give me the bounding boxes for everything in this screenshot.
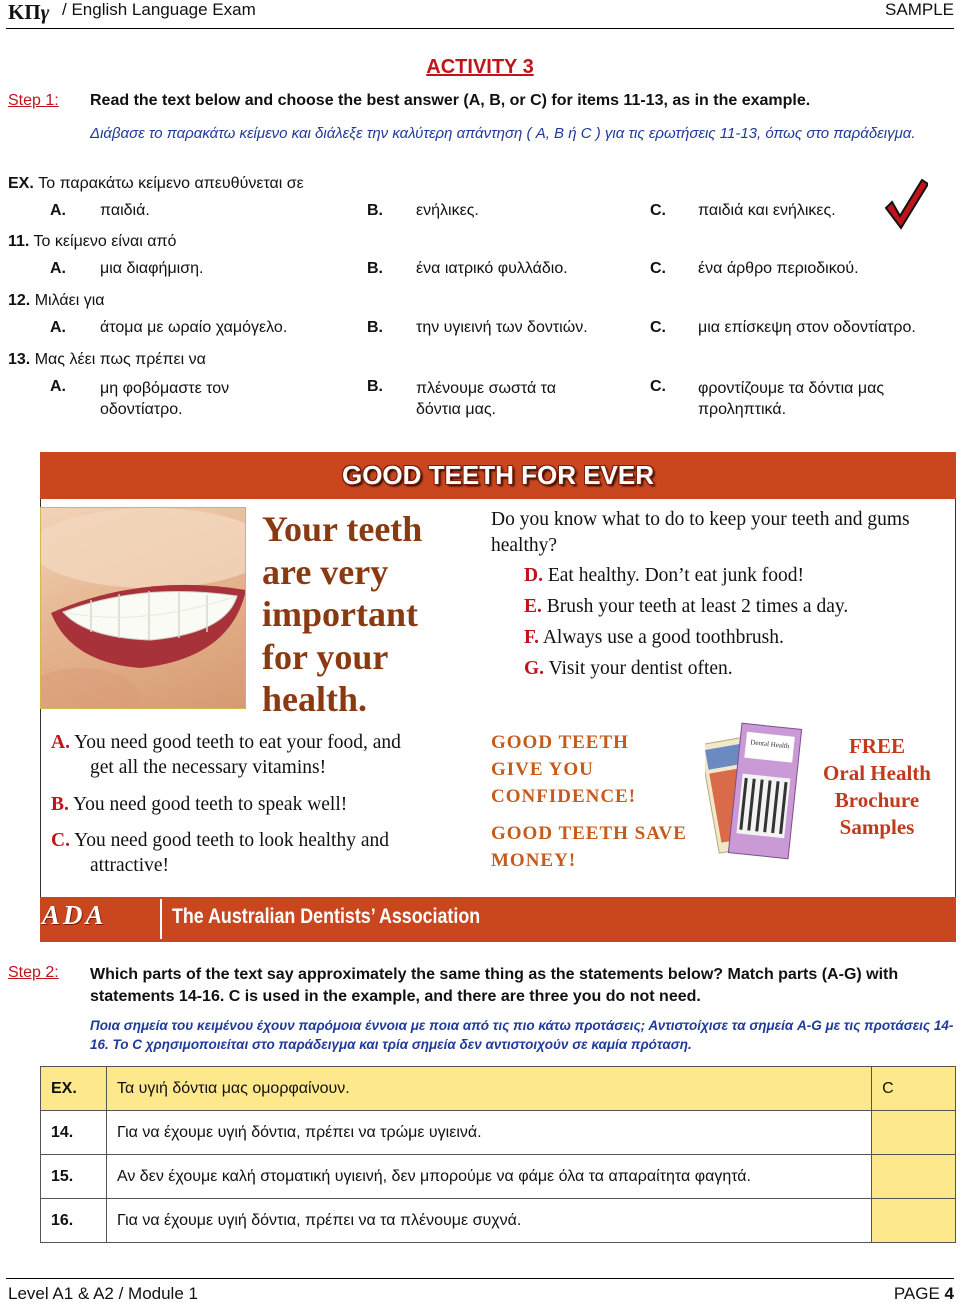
option-ex-c[interactable]: C. [650, 202, 666, 219]
row-statement: Αν δεν έχουμε καλή στοματική υγιεινή, δεν μπορούμε να φάμε όλα τα απαραίτητα φαγητά. [106, 1155, 871, 1199]
activity-title: ACTIVITY 3 [426, 56, 534, 78]
footer-level: Level A1 & A2 / Module 1 [8, 1284, 198, 1302]
option-12-c[interactable]: C. [650, 319, 666, 336]
row-number: 14. [41, 1111, 107, 1155]
tip-e: E. Brush your teeth at least 2 times a day. [524, 596, 849, 617]
exam-title: / English Language Exam [62, 0, 256, 19]
option-11-c-text: ένα άρθρο περιοδικού. [698, 260, 859, 277]
table-row [41, 1111, 956, 1155]
step2-label: Step 2: [8, 964, 59, 981]
option-ex-b-text: ενήλικες. [416, 202, 479, 219]
checkmark-icon [884, 178, 928, 230]
question-11: 11. Το κείμενο είναι από [8, 233, 177, 250]
option-13-b[interactable]: B. [367, 378, 383, 395]
row-statement: Τα υγιή δόντια μας ομορφαίνουν. [106, 1067, 871, 1111]
option-12-c-text: μια επίσκεψη στον οδοντίατρο. [698, 319, 916, 336]
slogan-confidence: GOOD TEETH GIVE YOU CONFIDENCE! [491, 732, 637, 807]
brochure-image [705, 716, 805, 866]
option-13-b-text: πλένουμε σωστά τα δόντια μας. [416, 380, 556, 418]
row-number: 15. [41, 1155, 107, 1199]
bar-divider [160, 899, 162, 939]
svg-text:Dental Health: Dental Health [750, 738, 790, 751]
step2-instruction-gr: Ποια σημεία του κειμένου έχουν παρόμοια έννοια με ποια από τις πιο κάτω προτάσεις; Αντιστοίχισε τα σημεία A-G με τις προτάσεις 14-16. Το C χρησιμοποιείται στο παράδειγμα και τρία σημεία δεν αντιστοιχούν σε καμία πρόταση. [90, 1018, 954, 1052]
reason-b: B. You need good teeth to speak well! [51, 794, 348, 815]
tip-f: F. Always use a good toothbrush. [524, 627, 784, 648]
advert-intro: Do you know what to do to keep your teeth and gums healthy? [491, 509, 910, 556]
answer-cell[interactable] [872, 1111, 956, 1155]
option-ex-c-text: παιδιά και ενήλικες. [698, 202, 836, 219]
option-11-b[interactable]: B. [367, 260, 383, 277]
step1-instruction-gr: Διάβασε το παρακάτω κείμενο και διάλεξε την καλύτερη απάντηση ( A, B ή C ) για τις ερωτήσεις 11-13, όπως στο παράδειγμα. [90, 125, 916, 142]
footer-divider [6, 1278, 954, 1279]
option-11-a-text: μια διαφήμιση. [100, 260, 204, 277]
option-ex-b[interactable]: B. [367, 202, 383, 219]
option-12-b-text: την υγιεινή των δοντιών. [416, 319, 588, 336]
option-13-c[interactable]: C. [650, 378, 666, 395]
question-12: 12. Μιλάει για [8, 292, 105, 309]
answer-cell[interactable] [872, 1155, 956, 1199]
option-ex-a[interactable]: A. [50, 202, 66, 219]
option-13-c-text: φροντίζουμε τα δόντια μας προληπτικά. [698, 380, 885, 418]
option-12-a-text: άτομα με ωραίο χαμόγελο. [100, 319, 288, 336]
option-13-a-text: μη φοβόμαστε τον οδοντίατρο. [100, 380, 230, 418]
free-offer: FREE Oral Health Brochure Samples [823, 734, 931, 839]
option-11-c[interactable]: C. [650, 260, 666, 277]
header-divider [6, 28, 954, 29]
matching-table [40, 1066, 956, 1243]
advert-headline: Your teeth are very important for your health. [262, 509, 423, 719]
reason-a: A. You need good teeth to eat your food, and get all the necessary vitamins! [51, 732, 401, 778]
table-row [41, 1199, 956, 1243]
row-statement: Για να έχουμε υγιή δόντια, πρέπει να τρώμε υγιεινά. [106, 1111, 871, 1155]
ada-name: The Australian Dentists’ Association [172, 905, 481, 928]
question-13: 13. Μας λέει πως πρέπει να [8, 351, 206, 368]
option-ex-a-text: παιδιά. [100, 202, 150, 219]
step1-label: Step 1: [8, 92, 59, 109]
question-ex: EX. Το παρακάτω κείμενο απευθύνεται σε [8, 175, 304, 192]
option-12-a[interactable]: A. [50, 319, 66, 336]
slogan-money: GOOD TEETH SAVE MONEY! [491, 823, 687, 871]
option-13-a[interactable]: A. [50, 378, 66, 395]
step1-instruction-en: Read the text below and choose the best answer (A, B, or C) for items 11-13, as in the example. [90, 92, 811, 109]
smile-photo [40, 507, 246, 709]
page-number: PAGE 4 [893, 1284, 954, 1302]
ada-logo: ADA [42, 900, 107, 930]
table-row [41, 1155, 956, 1199]
option-11-b-text: ένα ιατρικό φυλλάδιο. [416, 260, 568, 277]
row-number: 16. [41, 1199, 107, 1243]
tip-g: G. Visit your dentist often. [524, 658, 733, 679]
logo: ΚΠγ [8, 0, 50, 24]
option-12-b[interactable]: B. [367, 319, 383, 336]
answer-cell: C [872, 1067, 956, 1111]
tip-d: D. Eat healthy. Don’t eat junk food! [524, 565, 804, 586]
reason-c: C. You need good teeth to look healthy and attractive! [51, 830, 389, 876]
sample-label: SAMPLE [885, 0, 954, 19]
table-row [41, 1067, 956, 1111]
advert-title: GOOD TEETH FOR EVER [341, 460, 655, 490]
row-statement: Για να έχουμε υγιή δόντια, πρέπει να τα πλένουμε συχνά. [106, 1199, 871, 1243]
row-number: EX. [41, 1067, 107, 1111]
answer-cell[interactable] [872, 1199, 956, 1243]
option-11-a[interactable]: A. [50, 260, 66, 277]
step2-instruction-en: Which parts of the text say approximately the same thing as the statements below? Match parts (A-G) with statements 14-16. C is used in the example, and there are three you do not need. [90, 966, 899, 1005]
